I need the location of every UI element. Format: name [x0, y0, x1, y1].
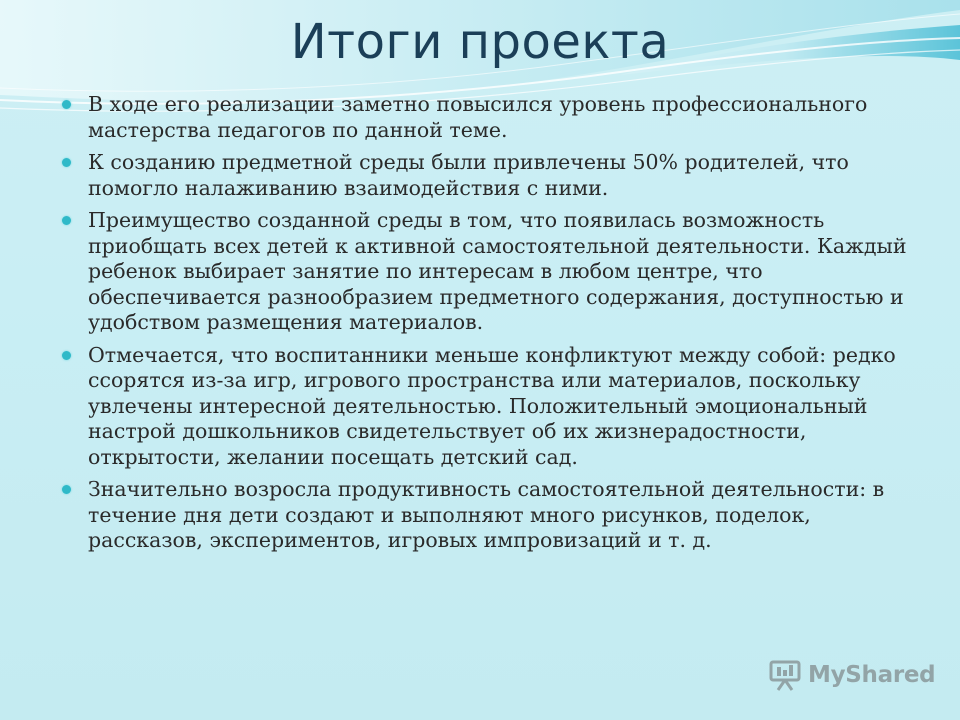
bullet-text: К созданию предметной среды были привлечены 50% родителей, что помогло налаживанию взаимодействия с ними.	[88, 150, 849, 200]
bullet-text: В ходе его реализации заметно повысился уровень профессионального мастерства педагогов по данной теме.	[88, 92, 868, 142]
bullet-dot-icon	[62, 100, 71, 109]
watermark-text: MyShared	[808, 662, 936, 688]
bullet-item	[62, 208, 912, 336]
slide-title: Итоги проекта	[290, 14, 670, 70]
bullet-text: Преимущество созданной среды в том, что появилась возможность приобщать всех детей к активной самостоятельной деятельности. Каждый ребенок выбирает занятие по интересам в любом центре, что обеспечивается разнообразием предметного содержания, доступностью и удобством размещения материалов.	[88, 208, 907, 334]
bullet-dot-icon	[62, 158, 71, 167]
bullet-list	[62, 92, 912, 561]
bullet-item	[62, 343, 912, 471]
bullet-text: Значительно возросла продуктивность самостоятельной деятельности: в течение дня дети создают и выполняют много рисунков, поделок, рассказов, экспериментов, игровых импровизаций и т. д.	[88, 477, 885, 552]
myshared-watermark[interactable]	[768, 657, 935, 693]
bullet-dot-icon	[62, 216, 71, 225]
bullet-dot-icon	[62, 351, 71, 360]
bullet-item	[62, 92, 912, 143]
bullet-dot-icon	[62, 485, 71, 494]
bullet-item	[62, 150, 912, 201]
bullet-item	[62, 477, 912, 554]
bullet-text: Отмечается, что воспитанники меньше конфликтуют между собой: редко ссорятся из-за игр, игрового пространства или материалов, поскольку увлечены интересной деятельностью. Положительный эмоциональный настрой дошкольников свидетельствует об их жизнерадостности, открытости, желании посещать детский сад.	[88, 342, 896, 469]
presentation-board-icon	[768, 658, 802, 692]
